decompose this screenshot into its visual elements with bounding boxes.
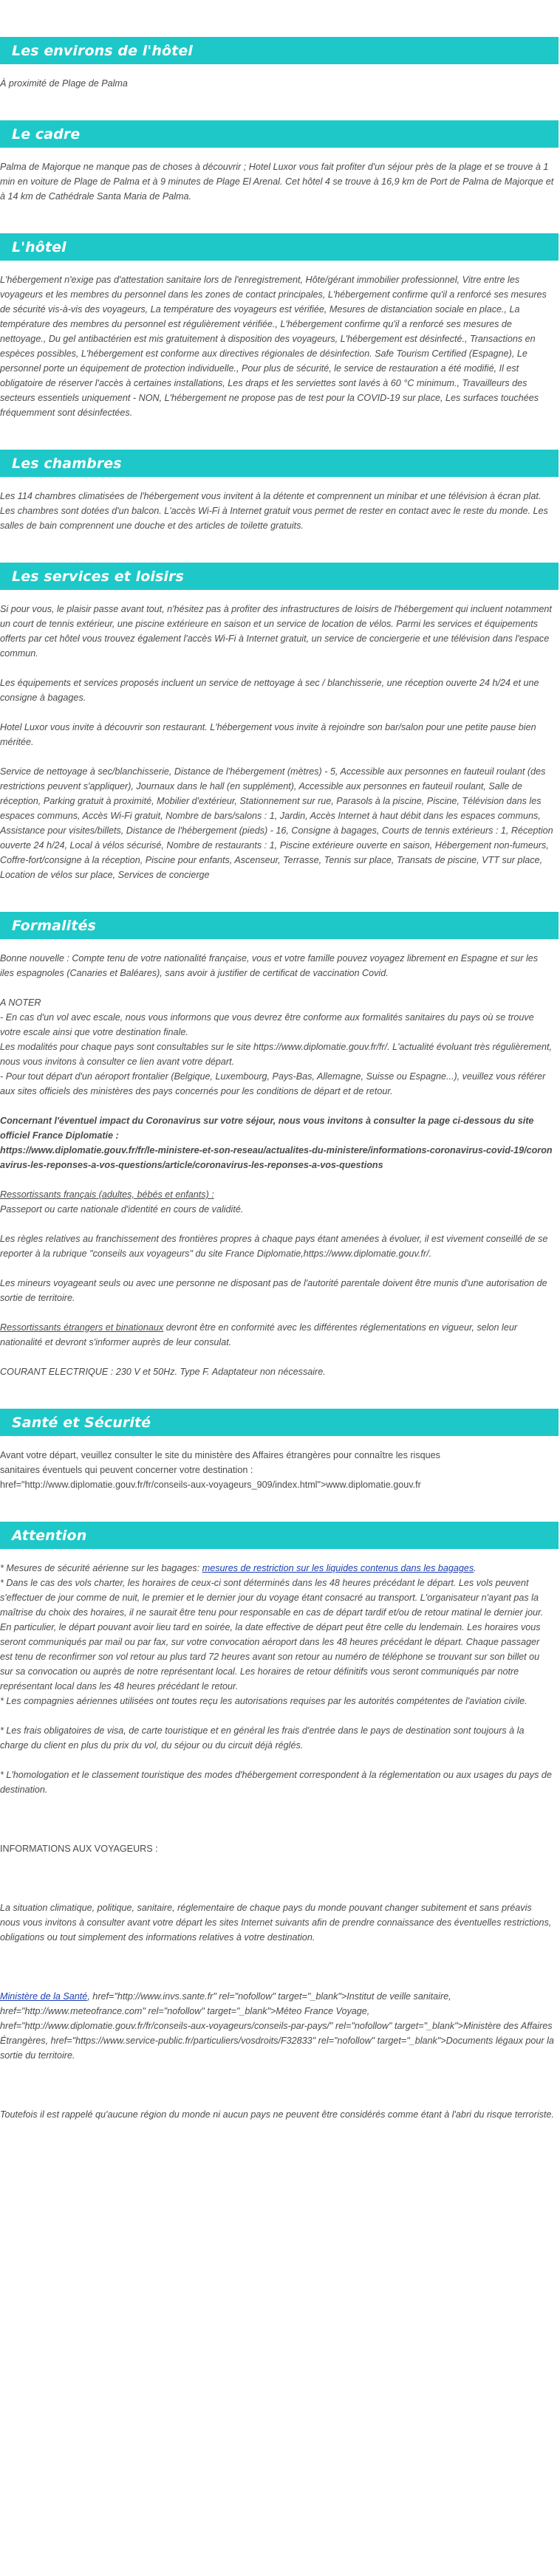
section-body	[0, 261, 554, 420]
foreign-nationals-title: Ressortissants étrangers et binationaux	[0, 1322, 164, 1333]
section-title-environs: Les environs de l'hôtel	[12, 42, 193, 59]
situation-text: La situation climatique, politique, sanitaire, réglementaire de chaque pays du monde pouvant changer subitement et sans préavis nous vous invitons à consulter avant votre départ les sites Internet suivants afin de prendre connaissance des éventuelles restrictions, obligations ou tout simplement des informations relatives à votre destination.	[0, 1903, 552, 1943]
section-title-chambres: Les chambres	[12, 455, 122, 472]
services-p4: Service de nettoyage à sec/blanchisserie, Distance de l'hébergement (mètres) - 5, Accessible aux personnes en fauteuil roulant (des restrictions peuvent s'appliquer), Journaux dans le hall (en supplément), Accessible aux personnes en fauteuil roulant, Salle de réception, Parking gratuit à proximité, Mobilier d'extérieur, Stationnement sur rue, Parasols à la piscine, Piscine, Télévision dans les espaces communs, Accès Wi-Fi gratuit, Nombre de bars/salons : 1, Jardin, Accès Internet à haut débit dans les espaces communs, Assistance pour visites/billets, Distance de l'hébergement (pieds) - 16, Consigne à bagages, Courts de tennis extérieurs : 1, Réception ouverte 24 h/24, Local à vélos sécurisé, Nombre de restaurants : 1, Piscine extérieure ouverte en saison, Hébergement non-fumeurs, Coffre-fort/consigne à la réception, Piscine pour enfants, Ascenseur, Terrasse, Tennis sur place, Transats de piscine, VTT sur place, Location de vélos sur place, Services de concierge	[0, 766, 553, 880]
section-chambres	[0, 450, 560, 533]
terror-risk: Toutefois il est rappelé qu'aucune région du monde ni aucun pays ne peuvent être considérés comme étant à l'abri du risque terroriste.	[0, 2109, 554, 2120]
section-header-bar	[0, 1522, 559, 1549]
french-nationals-text: Passeport ou carte nationale d'identité en cours de validité.	[0, 1204, 244, 1215]
section-title-formalites: Formalités	[12, 917, 96, 934]
section-header-bar	[0, 1409, 559, 1436]
useful-links	[0, 1989, 554, 2063]
covid-title: Concernant l'éventuel impact du Coronavirus sur votre séjour, nous vous invitons à consulter la page ci-dessous du site officiel France Diplomatie :	[0, 1116, 534, 1141]
services-p1: Si pour vous, le plaisir passe avant tout, n'hésitez pas à profiter des infrastructures de loisirs de l'hébergement qui incluent notamment un court de tennis extérieur, une piscine extérieure en saison et un service de location de vélos. Parmi les services et équipements offerts par cet hôtel vous trouvez également l'accès Wi-Fi à Internet gratuit, un service de conciergerie et une télévision dans l'espace commun.	[0, 604, 552, 659]
airlines-authorization: * Les compagnies aériennes utilisées ont toutes reçu les autorisations requises par les autorités compétentes de l'aviation civile.	[0, 1696, 527, 1706]
foreign-nationals-body: devront être en conformité avec les différentes réglementations en vigueur, selon leur nationalité et devront s'informer auprès de leur consulat.	[0, 1322, 518, 1347]
traveler-info-title: INFORMATIONS AUX VOYAGEURS :	[0, 1844, 158, 1854]
covid-link[interactable]: https://www.diplomatie.gouv.fr/fr/le-ministere-et-son-reseau/actualites-du-ministere/informations-coronavirus-covid-19/coronavirus-les-reponses-a-vos-questions/article/coronavirus-les-reponses-a-vos-questions	[0, 1145, 553, 1170]
section-header-bar	[0, 233, 559, 261]
section-body	[0, 1436, 554, 1492]
section-title-attention: Attention	[12, 1527, 87, 1544]
electric-current: COURANT ELECTRIQUE : 230 V et 50Hz. Type F. Adaptateur non nécessaire.	[0, 1367, 326, 1377]
section-cadre	[0, 120, 560, 204]
section-title-services: Les services et loisirs	[12, 568, 184, 585]
section-header-bar	[0, 37, 559, 64]
section-header-bar	[0, 120, 559, 148]
section-services	[0, 563, 560, 882]
note-border-airport: - Pour tout départ d'un aéroport frontalier (Belgique, Luxembourg, Pays-Bas, Allemagne, Suisse ou Espagne...), veuillez vous référer aux sites officiels des ministères des pays concernés pour les conditions de départ et de retour.	[0, 1071, 546, 1096]
section-body	[0, 939, 554, 1379]
section-sante	[0, 1409, 560, 1492]
mandatory-fees: * Les frais obligatoires de visa, de carte touristique et en général les frais d'entrée dans le pays de destination sont toujours à la charge du client en plus du prix du vol, du séjour ou du circuit déjà réglés.	[0, 1725, 525, 1751]
borders-text: Les règles relatives au franchissement des frontières propres à chaque pays étant amenées à évoluer, il est vivement conseillé de se reporter à la rubrique "conseils aux voyageurs" du site France Diplomatie,https://www.diplomatie.gouv.fr/.	[0, 1234, 548, 1259]
charter-flights: * Dans le cas des vols charter, les horaires de ceux-ci sont déterminés dans les 48 heures précédant le départ. Les vols peuvent s'effectuer de jour comme de nuit, le premier et le dernier jour du voyage étant consacré au transport. L'organisateur n'ayant pas la maîtrise du choix des horaires, il ne saurait être tenu pour responsable en cas de départ tardif et/ou de retour matinal le dernier jour. En particulier, le départ pouvant avoir lieu tard en soirée, la date effective de départ peut être celle du lendemain. Les horaires vous seront communiqués par mail ou par fax, sur votre convocation aéroport dans les 48 heures précédant le départ. Chaque passager est tenu de reconfirmer son vol retour au plus tard 72 heures avant son retour au numéro de téléphone se trouvant sur son billet ou sur sa convocation ou auprès de notre représentant local. Les horaires de retour définitifs vous seront communiqués par notre représentant local dans les 48 heures précédant le retour.	[0, 1578, 544, 1691]
section-header-bar	[0, 912, 559, 939]
section-body	[0, 1549, 554, 2122]
section-body	[0, 148, 554, 204]
formalites-intro: Bonne nouvelle : Compte tenu de votre nationalité française, vous et votre famille pouvez voyagez librement en Espagne et sur les iles espagnoles (Canaries et Baléares), sans avoir à justifier de certificat de vaccination Covid.	[0, 953, 539, 978]
section-header-bar	[0, 450, 559, 477]
note-layover: - En cas d'un vol avec escale, nous vous informons que vous devrez être conforme aux formalités sanitaires du pays où se trouve votre escale ainsi que votre destination finale.	[0, 1012, 534, 1037]
health-ministry-link[interactable]: Ministère de la Santé	[0, 1991, 88, 2002]
baggage-security-suffix: .	[474, 1563, 477, 1573]
baggage-security	[0, 1561, 554, 1576]
hotel-text: L'hébergement n'exige pas d'attestation sanitaire lors de l'enregistrement, Hôte/gérant immobilier professionnel, Vitre entre les voyageurs et les membres du personnel dans les zones de contact principales, L'hébergement confirme qu'il a renforcé ses mesures de sécurité vis-à-vis des voyageurs, La température des voyageurs est vérifiée, Mesures de distanciation sociale en place., La température des membres du personnel est régulièrement vérifiée., L'hébergement confirme qu'il a renforcé ses mesures de nettoyage., Du gel antibactérien est mis gratuitement à disposition des voyageurs, L'hébergement est désinfecté., Transactions en espèces possibles, L'hébergement est conforme aux directives régionales de désinfection. Safe Tourism Certified (Espagne), Le personnel porte un équipement de protection individuelle., Pour plus de sécurité, le service de restauration a été modifié, Il est obligatoire de réserver l'accès à certaines installations, Les draps et les serviettes sont lavés à 60 °C minimum., Travailleurs des secteurs essentiels uniquement - NON, L'hébergement ne propose pas de test pour la COVID-19 sur place, Les surfaces touchées fréquemment sont désinfectées.	[0, 275, 547, 418]
cadre-text: Palma de Majorque ne manque pas de choses à découvrir ; Hotel Luxor vous fait profiter d'un séjour près de la plage et se trouve à 1 min en voiture de Plage de Palma et à 9 minutes de Plage El Arenal. Cet hôtel 4 se trouve à 16,9 km de Port de Palma de Majorque et à 14 km de Cathédrale Santa Maria de Palma.	[0, 162, 554, 202]
page	[0, 37, 560, 2122]
minors-text: Les mineurs voyageant seuls ou avec une personne ne disposant pas de l'autorité parentale doivent être munis d'une autorisation de sortie de territoire.	[0, 1278, 547, 1303]
section-body	[0, 477, 554, 533]
section-hotel	[0, 233, 560, 420]
section-header-bar	[0, 563, 559, 590]
section-environs	[0, 37, 560, 91]
section-body	[0, 590, 554, 882]
section-title-cadre: Le cadre	[12, 126, 81, 142]
foreign-nationals-text	[0, 1320, 554, 1350]
section-title-sante: Santé et Sécurité	[12, 1414, 151, 1431]
chambres-text: Les 114 chambres climatisées de l'hébergement vous invitent à la détente et comprennent un minibar et une télévision à écran plat. Les chambres sont dotées d'un balcon. L'accès Wi-Fi à Internet gratuit vous permet de rester en contact avec le reste du monde. Les salles de bain comprennent une douche et des articles de toilette gratuits.	[0, 491, 548, 531]
homologation: * L'homologation et le classement touristique des modes d'hébergement correspondent à la réglementation ou aux usages du pays de destination.	[0, 1770, 552, 1795]
baggage-security-prefix: * Mesures de sécurité aérienne sur les bagages:	[0, 1563, 202, 1573]
services-p3: Hotel Luxor vous invite à découvrir son restaurant. L'hébergement vous invite à rejoindre son bar/salon pour une petite pause bien méritée.	[0, 722, 536, 747]
note-country-rules: Les modalités pour chaque pays sont consultables sur le site https://www.diplomatie.gouv.fr/fr/. L'actualité évoluant très régulièrement, nous vous invitons à consulter ce lien avant votre départ.	[0, 1042, 552, 1067]
section-formalites	[0, 912, 560, 1379]
note-title: A NOTER	[0, 997, 41, 1008]
sante-text: Avant votre départ, veuillez consulter le site du ministère des Affaires étrangères pour connaître les risques sanitaires éventuels qui peuvent concerner votre destination : href="http://www.diplomatie.gouv.fr/fr/conseils-aux-voyageurs_909/index.html">www.diplomatie.gouv.fr	[0, 1450, 440, 1490]
useful-links-rest: , href="http://www.invs.sante.fr" rel="nofollow" target="_blank">Institut de veille sanitaire, href="http://www.meteofrance.com" rel="nofollow" target="_blank">Méteo France Voyage, href="http://www.diplomatie.gouv.fr/fr/conseils-aux-voyageurs/conseils-par-pays/" rel="nofollow" target="_blank">Ministère des Affaires Étrangères, href="https://www.service-public.fr/particuliers/vosdroits/F32833" rel="nofollow" target="_blank">Documents légaux pour la sortie du territoire.	[0, 1991, 554, 2061]
liquids-restriction-link[interactable]: mesures de restriction sur les liquides contenus dans les bagages	[202, 1563, 474, 1573]
section-body	[0, 64, 554, 91]
french-nationals-title: Ressortissants français (adultes, bébés et enfants) :	[0, 1189, 214, 1200]
section-attention	[0, 1522, 560, 2122]
section-title-hotel: L'hôtel	[12, 238, 66, 255]
services-p2: Les équipements et services proposés incluent un service de nettoyage à sec / blanchisserie, une réception ouverte 24 h/24 et une consigne à bagages.	[0, 678, 539, 703]
environs-text: À proximité de Plage de Palma	[0, 78, 128, 89]
